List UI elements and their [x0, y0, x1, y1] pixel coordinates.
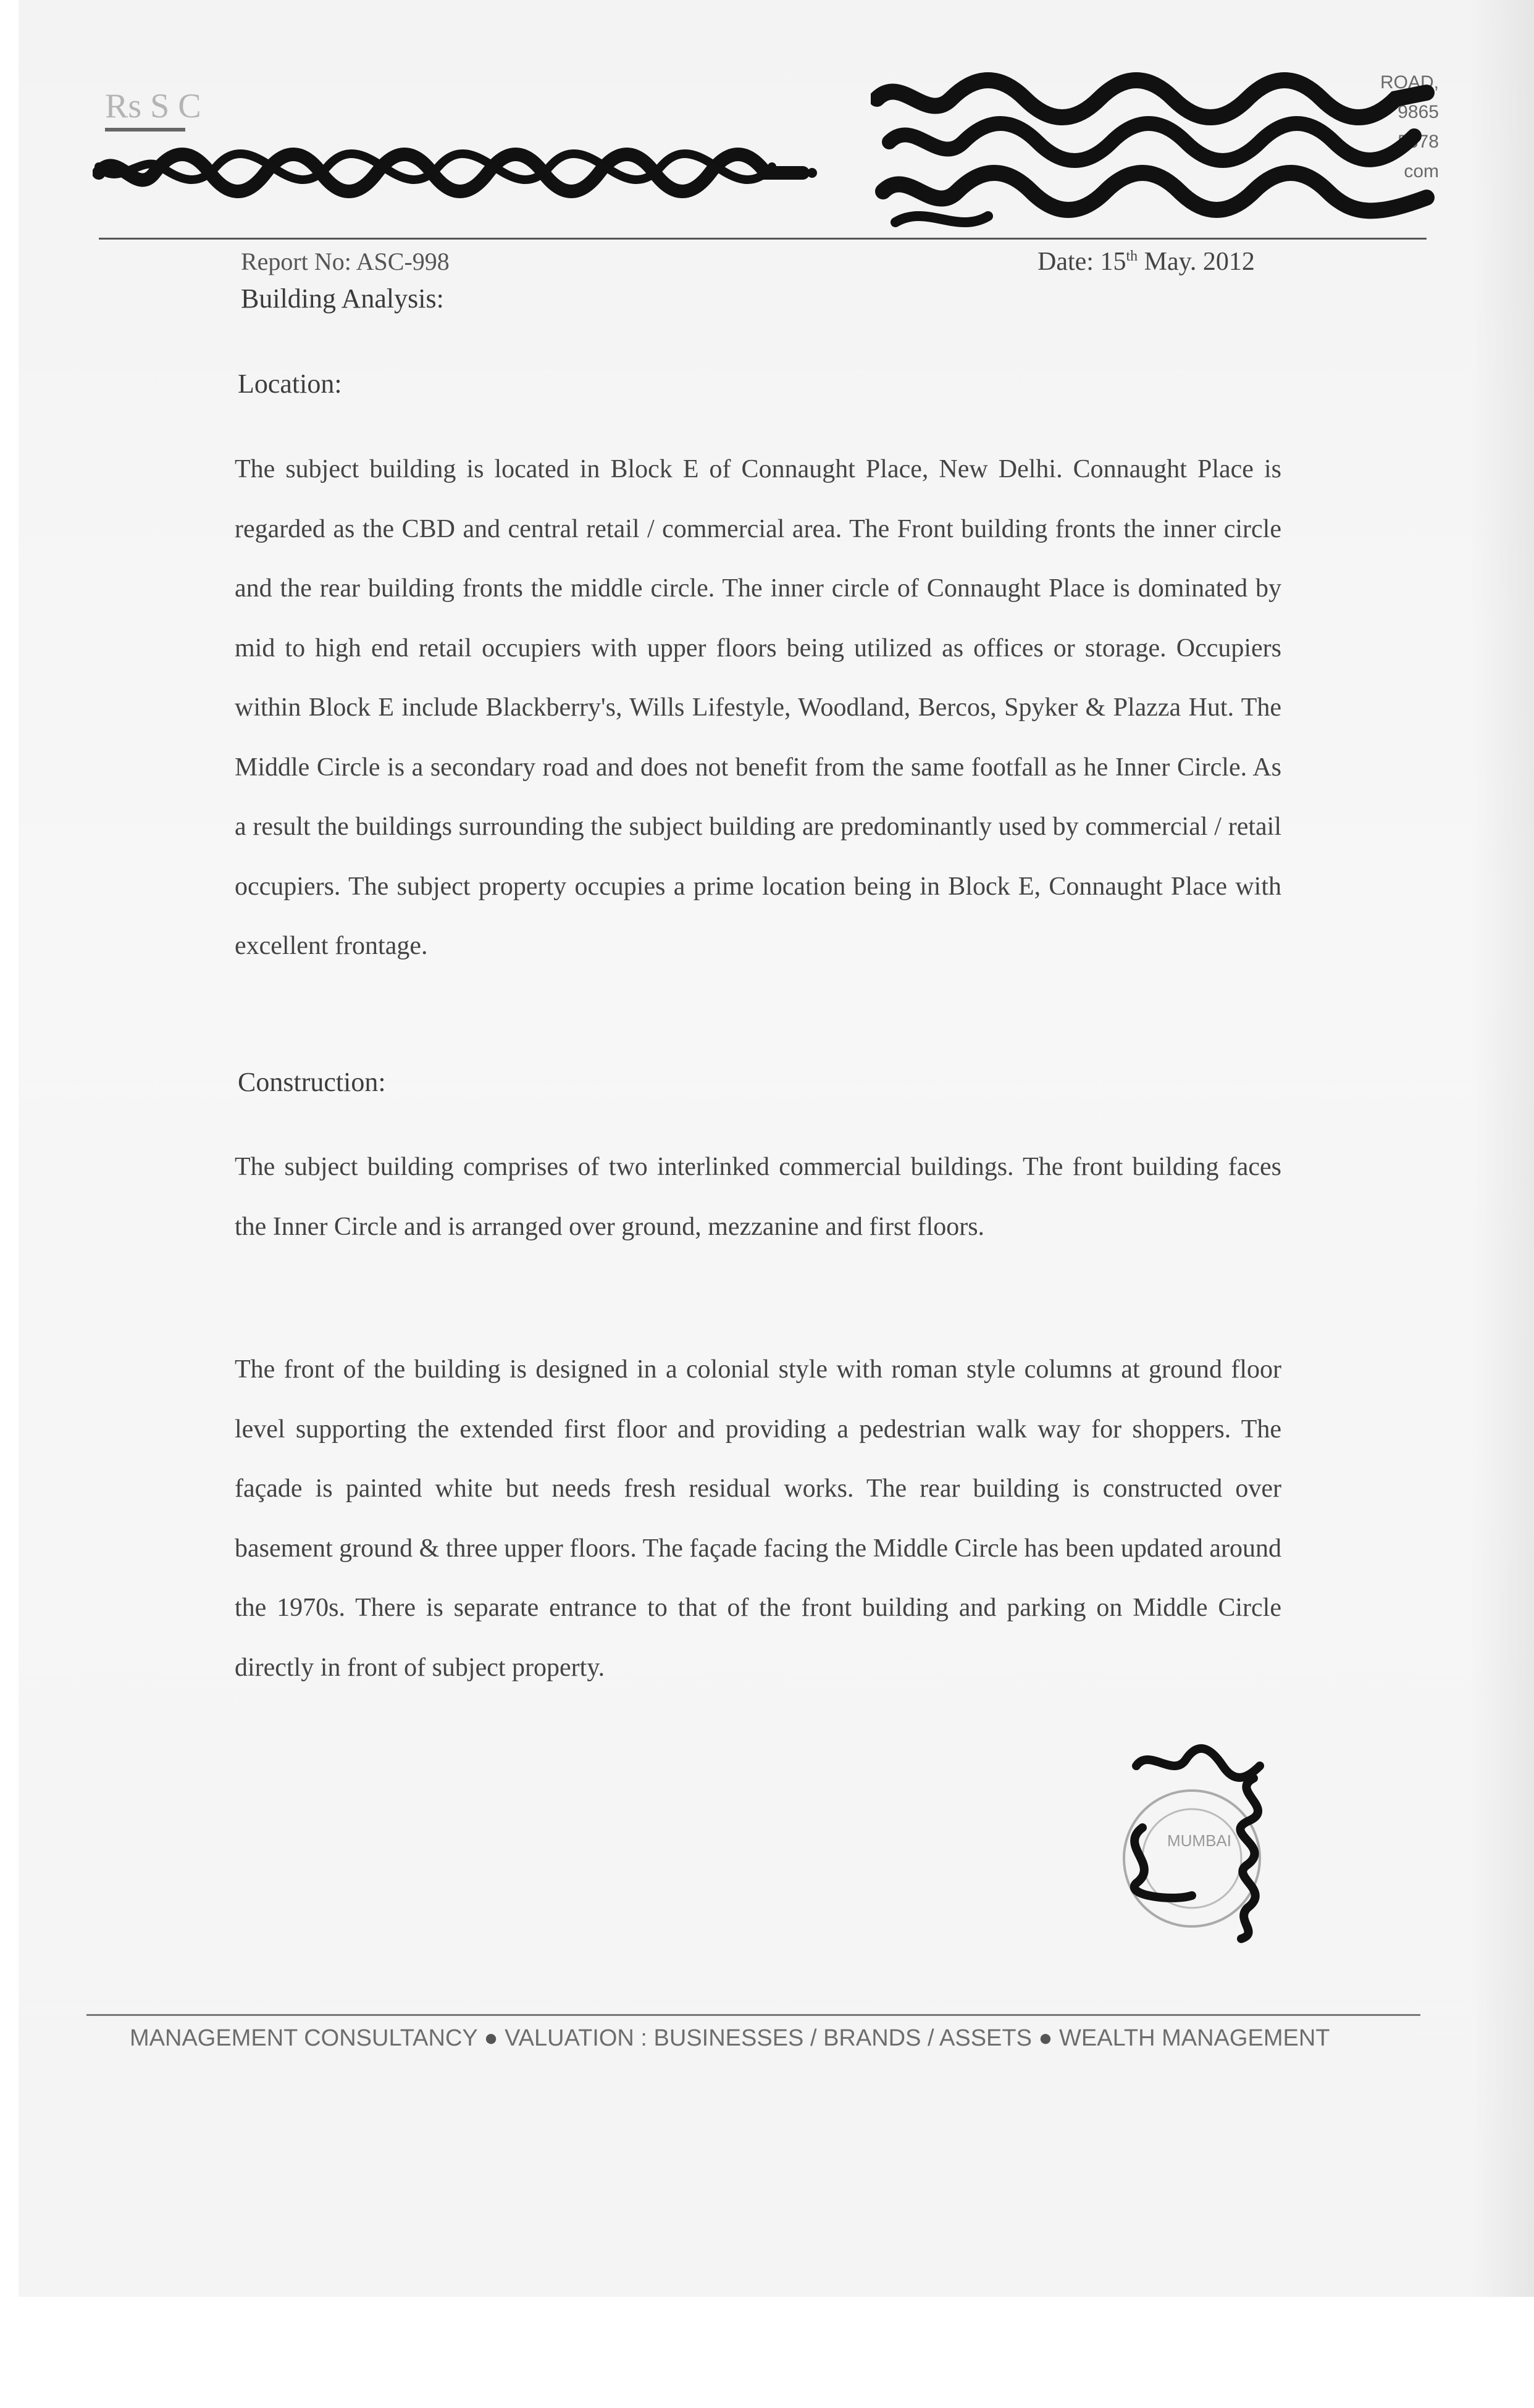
bullet-icon: ●: [1038, 2025, 1053, 2051]
location-paragraph: The subject building is located in Block E of Connaught Place, New Delhi. Connaught Place is regarded as the CBD and central retail / commercial area. The Front building fronts the inner circle and the rear building fronts the middle circle. The inner circle of Connaught Place is dominated by mid to high end retail occupiers with upper floors being utilized as offices or storage. Occupiers within Block E include Blackberry's, Wills Lifestyle, Woodland, Bercos, Spyker & Plazza Hut. The Middle Circle is a secondary road and does not benefit from the same footfall as he Inner Circle. As a result the buildings surrounding the subject building are predominantly used by commercial / retail occupiers. The subject property occupies a prime location being in Block E, Connaught Place with excellent frontage.: [235, 455, 1281, 960]
footer-services: [130, 2025, 1427, 2052]
report-number: Report No: ASC-998: [241, 248, 450, 275]
svg-text:Rs S C: Rs S C: [105, 87, 201, 125]
bullet-icon: ●: [484, 2025, 498, 2051]
report-date: Date: 15th May. 2012: [1037, 248, 1255, 276]
footer-service-3: WEALTH MANAGEMENT: [1059, 2025, 1330, 2051]
letterhead-left-redacted: [93, 80, 821, 204]
footer-service-2: VALUATION : BUSINESSES / BRANDS / ASSETS: [505, 2025, 1032, 2051]
construction-paragraph-1: The subject building comprises of two interlinked commercial buildings. The front building faces the Inner Circle and is arranged over ground, mezzanine and first floors.: [235, 1153, 1281, 1241]
location-heading: Location:: [238, 369, 342, 399]
footer-divider: [86, 2014, 1420, 2016]
scan-margin: [0, 2297, 1534, 2408]
svg-text:MUMBAI: MUMBAI: [1167, 1831, 1231, 1850]
document-title: Building Analysis:: [241, 283, 444, 314]
construction-paragraph-2: The front of the building is designed in a colonial style with roman style columns at ground floor level supporting the extended first floor and providing a pedestrian walk way for shoppers. The façade is painted white but needs fresh residual works. The rear building is constructed over basement ground & three upper floors. The façade facing the Middle Circle has been updated around the 1970s. There is separate entrance to that of the front building and parking on Middle Circle directly in front of subject property.: [235, 1355, 1281, 1682]
address-line: ROAD,: [1380, 72, 1439, 93]
scan-shadow: [1470, 0, 1534, 2297]
header-divider: [99, 238, 1427, 240]
letterhead-right-redacted: [871, 68, 1445, 235]
footer-service-1: MANAGEMENT CONSULTANCY: [130, 2025, 478, 2051]
address-line: 9865: [1398, 102, 1439, 122]
company-seal-with-signature: [1099, 1741, 1297, 1951]
construction-heading: Construction:: [238, 1067, 386, 1097]
address-line: 5678: [1398, 132, 1439, 152]
address-line: com: [1404, 161, 1439, 182]
